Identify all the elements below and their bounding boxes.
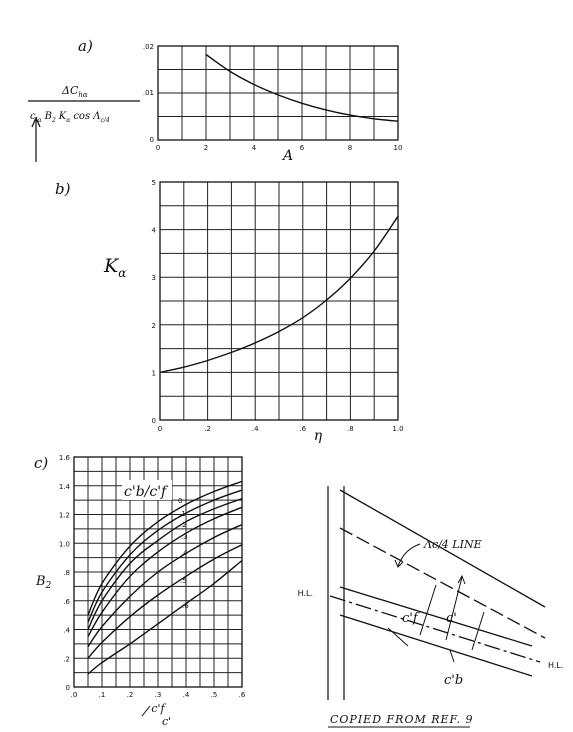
panel-b-ytick: 5 [151, 179, 156, 187]
panel-c-ytick: 1.2 [58, 511, 70, 520]
panel-a-xtick: 0 [155, 144, 161, 152]
panel-a-xtick: 6 [299, 144, 305, 152]
panel-c-curve-label: .4 [181, 549, 188, 557]
panel-a-xlabel: A [282, 148, 294, 164]
panel-a-ytick: .01 [142, 89, 154, 97]
panel-b-xlabel: η [313, 428, 323, 444]
panel-c-xtick: .2 [126, 691, 134, 699]
panel-c-ytick: .4 [63, 626, 70, 635]
panel-a-xtick: 2 [203, 144, 209, 152]
panel-a-label: a) [78, 37, 93, 55]
diagram-hinge-line-upper [340, 587, 532, 646]
panel-b-ytick: 4 [151, 226, 156, 235]
panel-b-xtick: .4 [251, 425, 259, 433]
diagram-cf-dimension [420, 585, 436, 635]
panel-a-ylabel-denominator: $c_{l\alpha}$ $B_2$ $K_\alpha$ $\cos \Lambda_{c/4}$ [30, 111, 110, 124]
panel-c-ytick: 1.6 [58, 454, 70, 462]
diagram-cb-label: c'b [444, 673, 464, 688]
panel-b-xtick: .8 [347, 425, 354, 433]
diagram-hl-right-label: H.L. [548, 661, 564, 670]
diagram-quarter-chord-label: Λc/4 LINE [424, 538, 482, 551]
diagram-leader-line [398, 544, 420, 566]
panel-b-grid [160, 182, 398, 420]
panel-c-curve-label: .3 [181, 533, 188, 541]
panel-a [28, 37, 402, 164]
panel-c-ytick: .6 [63, 597, 70, 606]
panel-c-curve-label: .1 [179, 510, 186, 518]
panel-c-xtick: .1 [98, 691, 106, 699]
panel-c-label: c) [34, 454, 49, 472]
panel-c-xtick: .4 [182, 691, 190, 699]
panel-c-ylabel: $B_2$ [36, 574, 52, 591]
diagram-hinge-line [330, 596, 540, 662]
panel-b-ytick: 1 [151, 369, 156, 378]
panel-a-ytick: 0 [149, 136, 154, 144]
panel-c-xlabel-numerator: c'f [151, 702, 165, 715]
diagram-c-prime-label: c' [446, 611, 457, 626]
panel-a-ylabel-numerator: $\Delta C_{h\alpha}$ [62, 84, 88, 99]
panel-c [34, 454, 246, 728]
panel-c-xtick: .5 [210, 691, 218, 699]
panel-c-series-.5 [88, 545, 242, 659]
panel-c-xtick: .3 [154, 691, 162, 699]
panel-a-xtick: 8 [347, 144, 353, 152]
panel-c-ytick: .8 [63, 569, 70, 577]
panel-c-series-.2 [88, 499, 242, 630]
panel-c-xlabel-denominator: c' [162, 715, 172, 728]
diagram-hl-left-label: H.L. [297, 589, 313, 598]
panel-c-curve-label: 0 [178, 497, 183, 505]
panel-b-xtick: .2 [204, 425, 211, 433]
diagram-cf-label: c'f [402, 611, 418, 626]
panel-b [55, 179, 404, 444]
panel-c-ytick: 0 [65, 684, 70, 692]
panel-c-series-0 [88, 481, 242, 615]
panel-b-ytick: 0 [151, 417, 156, 425]
panel-c-curve-labels [178, 497, 189, 610]
footer-source-note: COPIED FROM REF. 9 [330, 713, 474, 726]
panel-c-xlabel-slash [142, 706, 150, 716]
hinge-geometry-diagram [298, 486, 564, 700]
panel-c-ytick: 1.4 [58, 482, 70, 491]
panel-c-ytick: .2 [63, 655, 70, 664]
panel-b-ytick: 2 [151, 321, 156, 330]
diagram-cf-leader [388, 628, 408, 646]
panel-b-xtick: .6 [299, 425, 307, 433]
panel-b-xtick: 1.0 [392, 425, 404, 433]
diagram-trailing-edge [340, 615, 532, 676]
panel-b-label: b) [55, 180, 71, 198]
panel-b-ytick: 3 [151, 274, 156, 283]
panel-c-curve-label: .6 [182, 602, 189, 610]
panel-c-xtick: .6 [238, 691, 246, 699]
panel-c-ytick: 1.0 [58, 540, 70, 549]
panel-c-xtick: .0 [70, 691, 78, 699]
panel-b-xtick: 0 [157, 425, 163, 433]
panel-a-ytick: .02 [142, 43, 154, 51]
panel-a-xtick: 10 [393, 144, 403, 152]
panel-b-ylabel: $K_\alpha$ [104, 255, 127, 280]
panel-c-legend-title: c'b/c'f [124, 484, 167, 500]
panel-c-curves [88, 481, 242, 674]
panel-c-curve-label: .5 [180, 577, 187, 585]
panel-c-curve-label: .2 [180, 521, 187, 529]
panel-a-xtick: 4 [251, 144, 257, 152]
diagram-cb-leader [450, 650, 454, 662]
panel-a-grid [158, 46, 398, 140]
